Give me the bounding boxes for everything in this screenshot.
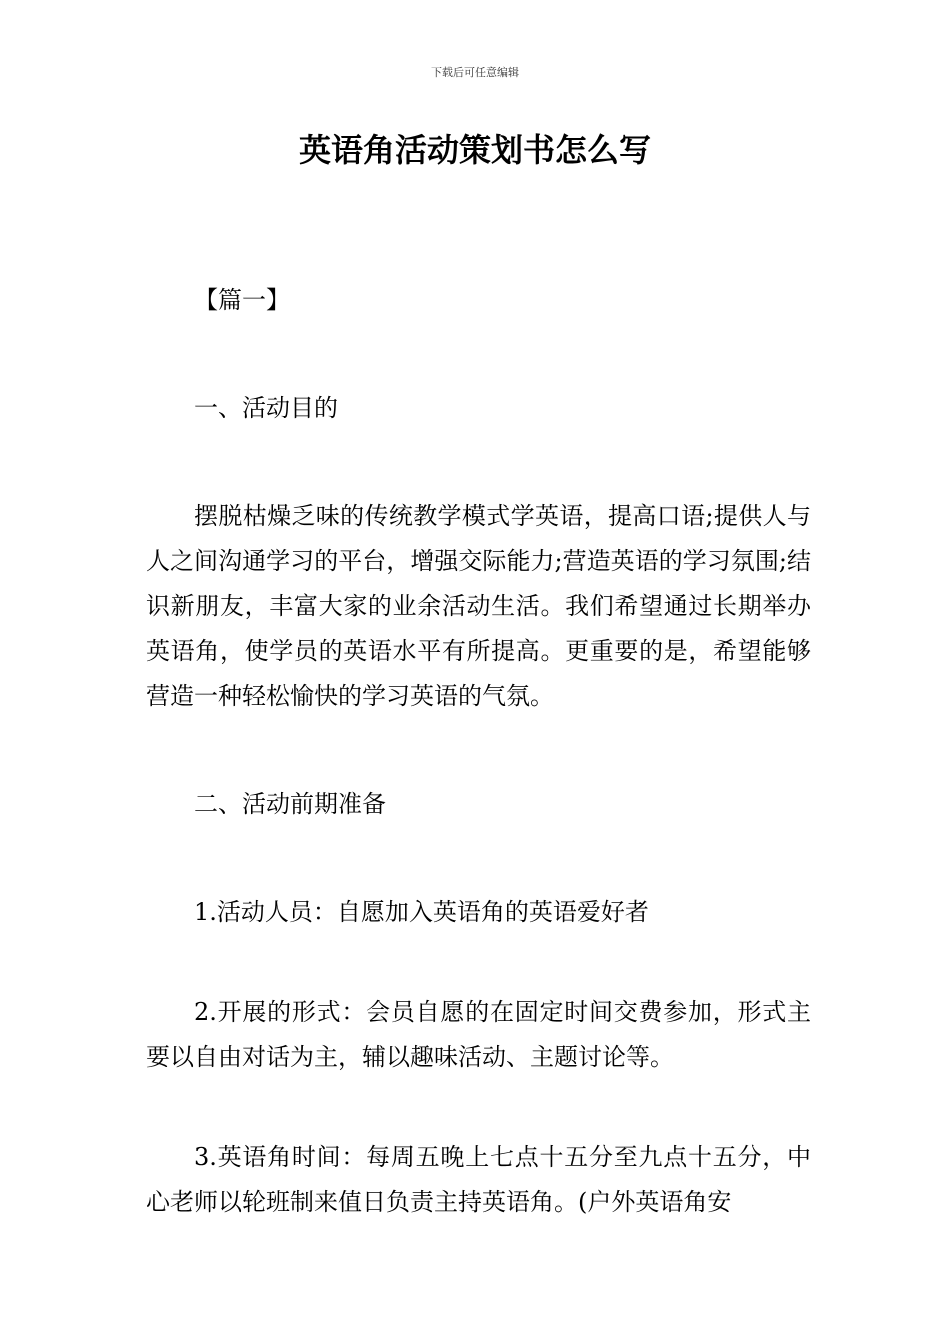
header-note: 下载后可任意编辑 [431,66,519,79]
section-heading-purpose: 一、活动目的 [194,394,338,422]
document-body [146,278,811,1225]
section-label: 【篇一】 [194,286,290,314]
section-heading-preparation: 二、活动前期准备 [194,790,386,818]
list-item-time: 3.英语角时间：每周五晚上七点十五分至九点十五分，中心老师以轮班制来值日负责主持英语角。(户外英语角安 [146,1143,811,1216]
paragraph-purpose: 摆脱枯燥乏味的传统教学模式学英语，提高口语;提供人与人之间沟通学习的平台，增强交际能力;营造英语的学习氛围;结识新朋友，丰富大家的业余活动生活。我们希望通过长期举办英语角，使学员的英语水平有所提高。更重要的是，希望能够营造一种轻松愉快的学习英语的气氛。 [146,502,811,710]
document-title: 英语角活动策划书怎么写 [298,131,651,169]
list-item-format: 2.开展的形式：会员自愿的在固定时间交费参加，形式主要以自由对话为主，辅以趣味活动、主题讨论等。 [146,998,811,1071]
list-item-participants: 1.活动人员：自愿加入英语角的英语爱好者 [194,898,649,926]
